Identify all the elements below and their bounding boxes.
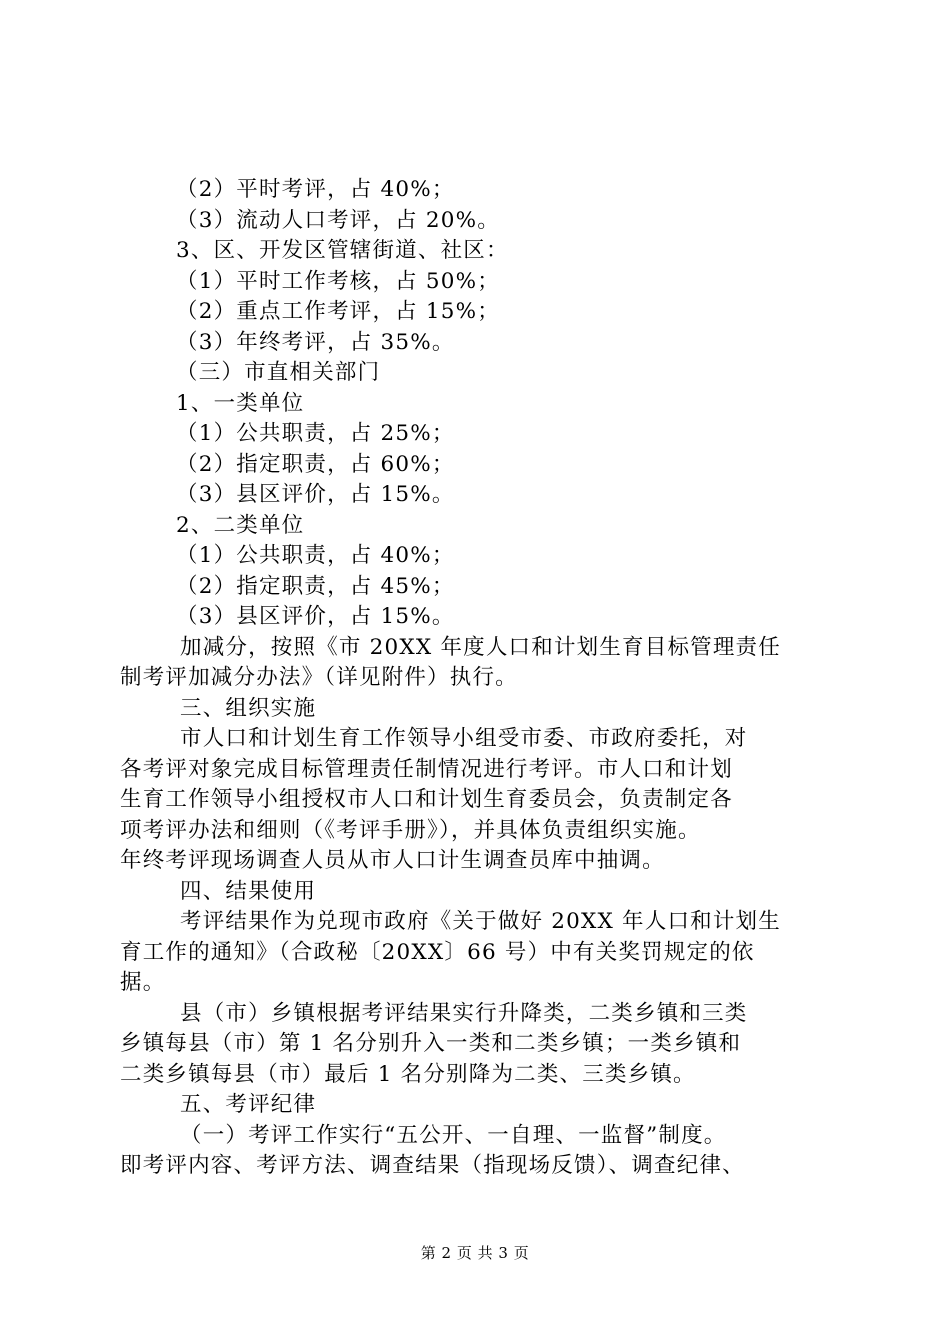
text-line: 乡镇每县（市）第 1 名分别升入一类和二类乡镇；一类乡镇和 (120, 1031, 742, 1056)
paragraph-first-line: 市人口和计划生育工作领导小组受市委、市政府委托，对 (180, 726, 748, 751)
text-line: （3）县区评价，占 15%。 (176, 482, 455, 507)
text-line: （2）重点工作考评，占 15%； (176, 299, 501, 324)
page-footer (0, 1242, 950, 1263)
text-line: （2）指定职责，占 60%； (176, 451, 455, 477)
text-line: （3）县区评价，占 15%。 (176, 604, 455, 629)
text-line: （2）平时考评，占 40%； (176, 177, 455, 202)
subsection-heading: 1、一类单位 (176, 390, 305, 416)
subsection-heading: 2、二类单位 (176, 512, 305, 538)
paragraph-first-line: 县（市）乡镇根据考评结果实行升降类，二类乡镇和三类 (180, 1000, 748, 1026)
text-line: （1）平时工作考核，占 50%； (176, 268, 501, 294)
paragraph-first-line: （一）考评工作实行“五公开、一自理、一监督”制度。 (180, 1122, 727, 1148)
text-line: 项考评办法和细则（《考评手册》），并具体负责组织实施。 (120, 817, 701, 843)
section-heading: 五、考评纪律 (180, 1092, 317, 1117)
paragraph-first-line: 加减分，按照《市 20XX 年度人口和计划生育目标管理责任 (180, 634, 781, 660)
document-body (120, 175, 840, 1182)
text-line: （1）公共职责，占 25%； (176, 421, 455, 446)
text-line: 制考评加减分办法》（详见附件）执行。 (120, 665, 518, 690)
section-heading: （三）市直相关部门 (176, 360, 381, 385)
text-line: （3）流动人口考评，占 20%。 (176, 207, 501, 233)
text-line: （2）指定职责，占 45%； (176, 573, 455, 599)
text-line: 二类乡镇每县（市）最后 1 名分别降为二类、三类乡镇。 (120, 1061, 696, 1087)
paragraph-first-line: 考评结果作为兑现市政府《关于做好 20XX 年人口和计划生 (180, 909, 781, 934)
text-line: 生育工作领导小组授权市人口和计划生育委员会，负责制定各 (120, 787, 733, 812)
text-line: 育工作的通知》（合政秘〔20XX〕66 号）中有关奖罚规定的依 (120, 939, 755, 965)
text-line: 3、区、开发区管辖街道、社区： (176, 238, 509, 263)
text-line: （1）公共职责，占 40%； (176, 543, 455, 568)
section-heading: 三、组织实施 (180, 695, 317, 721)
text-line: 据。 (120, 970, 166, 995)
text-line: 即考评内容、考评方法、调查结果（指现场反馈）、调查纪律、 (120, 1153, 745, 1178)
text-line: 年终考评现场调查人员从市人口计生调查员库中抽调。 (120, 848, 665, 873)
text-line: 各考评对象完成目标管理责任制情况进行考评。市人口和计划 (120, 756, 733, 782)
section-heading: 四、结果使用 (180, 878, 317, 904)
page-number: 第 2 页 共 3 页 (420, 1244, 530, 1262)
text-line: （3）年终考评，占 35%。 (176, 329, 455, 355)
